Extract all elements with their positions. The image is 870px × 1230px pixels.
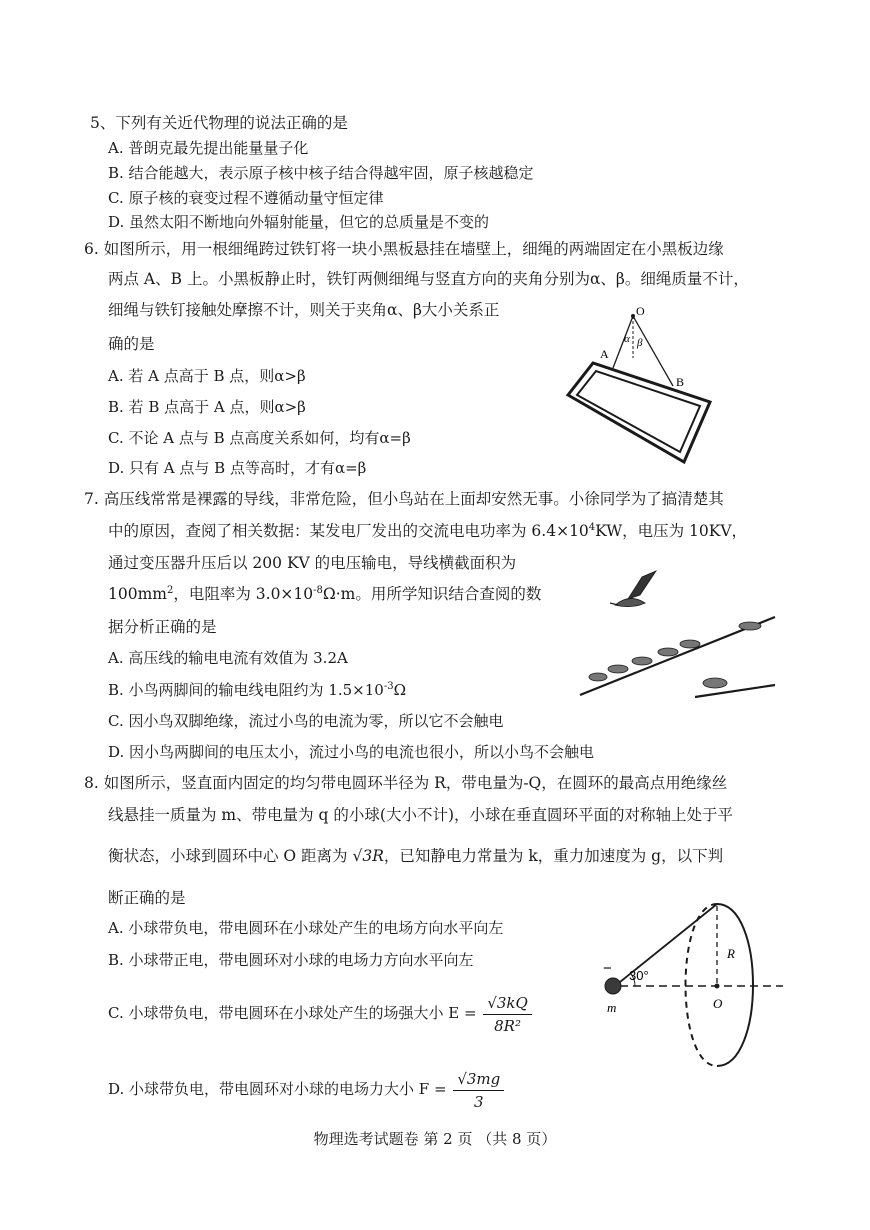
q7-stem-line1: 7. 高压线常常是裸露的导线，非常危险，但小鸟站在上面却安然无事。小徐同学为了搞清楚其 — [84, 490, 724, 508]
q7-option-d: D. 因小鸟两脚间的电压太小，流过小鸟的电流也很小，所以小鸟不会触电 — [108, 743, 595, 761]
q8-option-d: D. 小球带负电，带电圆环对小球的电场力大小 F = $\frac{√3mg}{3}$ — [108, 1066, 506, 1113]
q5-option-b: B. 结合能越大，表示原子核中核子结合得越牢固，原子核越稳定 — [108, 164, 534, 182]
q8-option-b: B. 小球带正电，带电圆环对小球的电场力方向水平向左 — [108, 951, 474, 969]
birds-on-wire-figure — [570, 565, 780, 705]
q6-option-a: A. 若 A 点高于 B 点，则α>β — [108, 367, 306, 385]
ring-back-arc — [686, 904, 718, 1066]
label-o: O — [636, 304, 645, 318]
distance-expression: √3R — [352, 847, 384, 865]
flying-bird — [610, 571, 656, 607]
q5-option-a: A. 普朗克最先提出能量量子化 — [108, 139, 309, 157]
q8-stem-line3: 衡状态，小球到圆环中心 O 距离为 √3R，已知静电力常量为 k，重力加速度为 g，以下判 — [108, 847, 724, 865]
q8-stem-line1: 8. 如图所示，竖直面内固定的均匀带电圆环半径为 R，带电量为-Q，在圆环的最高点用绝缘丝 — [84, 774, 728, 792]
q7-option-b: B. 小鸟两脚间的输电线电阻约为 $1.5\times 10^{-3}\Omega$ — [108, 681, 407, 699]
q8-stem-line2: 线悬挂一质量为 m、带电量为 q 的小球(大小不计)，小球在垂直圆环平面的对称轴上处于平 — [108, 806, 733, 824]
string-left — [613, 316, 633, 368]
ring-front-arc — [717, 904, 753, 1066]
q8-option-c: C. 小球带负电，带电圆环在小球处产生的场强大小 E = $\frac{√3kQ}{\text{8R²}}$ — [108, 990, 534, 1037]
label-alpha: α — [624, 333, 630, 345]
q6-option-b: B. 若 B 点高于 A 点，则α>β — [108, 398, 306, 416]
q6-stem-line2: 两点 A、B 上。小黑板静止时，铁钉两侧细绳与竖直方向的夹角分别为α、β。细绳质量不计， — [108, 270, 749, 288]
q7-option-c: C. 因小鸟双脚绝缘，流过小鸟的电流为零，所以它不会触电 — [108, 712, 504, 730]
label-o: O — [713, 996, 723, 1011]
q5-option-c: C. 原子核的衰变过程不遵循动量守恒定律 — [108, 189, 384, 207]
force-fraction: $\frac{√3mg}{3}$ — [453, 1068, 504, 1113]
q6-stem-line3: 细绳与铁钉接触处摩擦不计，则关于夹角α、β大小关系正 — [108, 301, 500, 319]
q6-option-d: D. 只有 A 点与 B 点等高时，才有α=β — [108, 459, 367, 477]
label-beta: β — [637, 337, 643, 349]
label-b: B — [676, 375, 685, 389]
q7-stem-line5: 据分析正确的是 — [108, 618, 217, 636]
q7-option-a: A. 高压线的输电电流有效值为 3.2A — [108, 649, 348, 667]
q7-stem-line3: 通过变压器升压后以 200 KV 的电压输电，导线横截面积为 — [108, 554, 517, 572]
charged-ball — [605, 978, 621, 994]
page-footer: 物理选考试题卷 第 2 页 （共 8 页） — [313, 1130, 557, 1148]
blackboard-figure — [560, 300, 720, 475]
q6-option-c: C. 不论 A 点与 B 点高度关系如何，均有α=β — [108, 429, 411, 447]
label-a: A — [600, 347, 609, 361]
string-right — [633, 316, 673, 386]
q7-stem-line2: 中的原因，查阅了相关数据：某发电厂发出的交流电电功率为 $6.4\times 10^4KW$，电压为 10KV， — [108, 522, 748, 540]
q5-stem: 5、下列有关近代物理的说法正确的是 — [90, 114, 348, 132]
q5-option-d: D. 虽然太阳不断地向外辐射能量，但它的总质量是不变的 — [108, 213, 490, 231]
q6-stem-line4: 确的是 — [108, 335, 155, 353]
label-angle: 30° — [629, 968, 649, 983]
q6-stem-line1: 6. 如图所示，用一根细绳跨过铁钉将一块小黑板悬挂在墙壁上，细绳的两端固定在小黑板边缘 — [84, 240, 724, 258]
label-m: m — [607, 1000, 617, 1015]
label-r: R — [727, 946, 735, 961]
field-fraction: $\frac{√3kQ}{\text{8R²}}$ — [483, 992, 532, 1037]
q7-stem-line4: $100mm^2$，电阻率为 $3.0\times 10^{-8}\Omega\cdot m$。用所学知识结合查阅的数 — [108, 585, 542, 603]
charged-ring-figure — [595, 890, 795, 1080]
nail — [631, 314, 635, 318]
blackboard-outer — [568, 363, 710, 462]
q8-stem-line4: 断正确的是 — [108, 889, 186, 907]
label-minus: − — [603, 960, 612, 977]
center-point — [715, 984, 720, 989]
q8-option-a: A. 小球带负电，带电圆环在小球处产生的电场方向水平向左 — [108, 919, 504, 937]
